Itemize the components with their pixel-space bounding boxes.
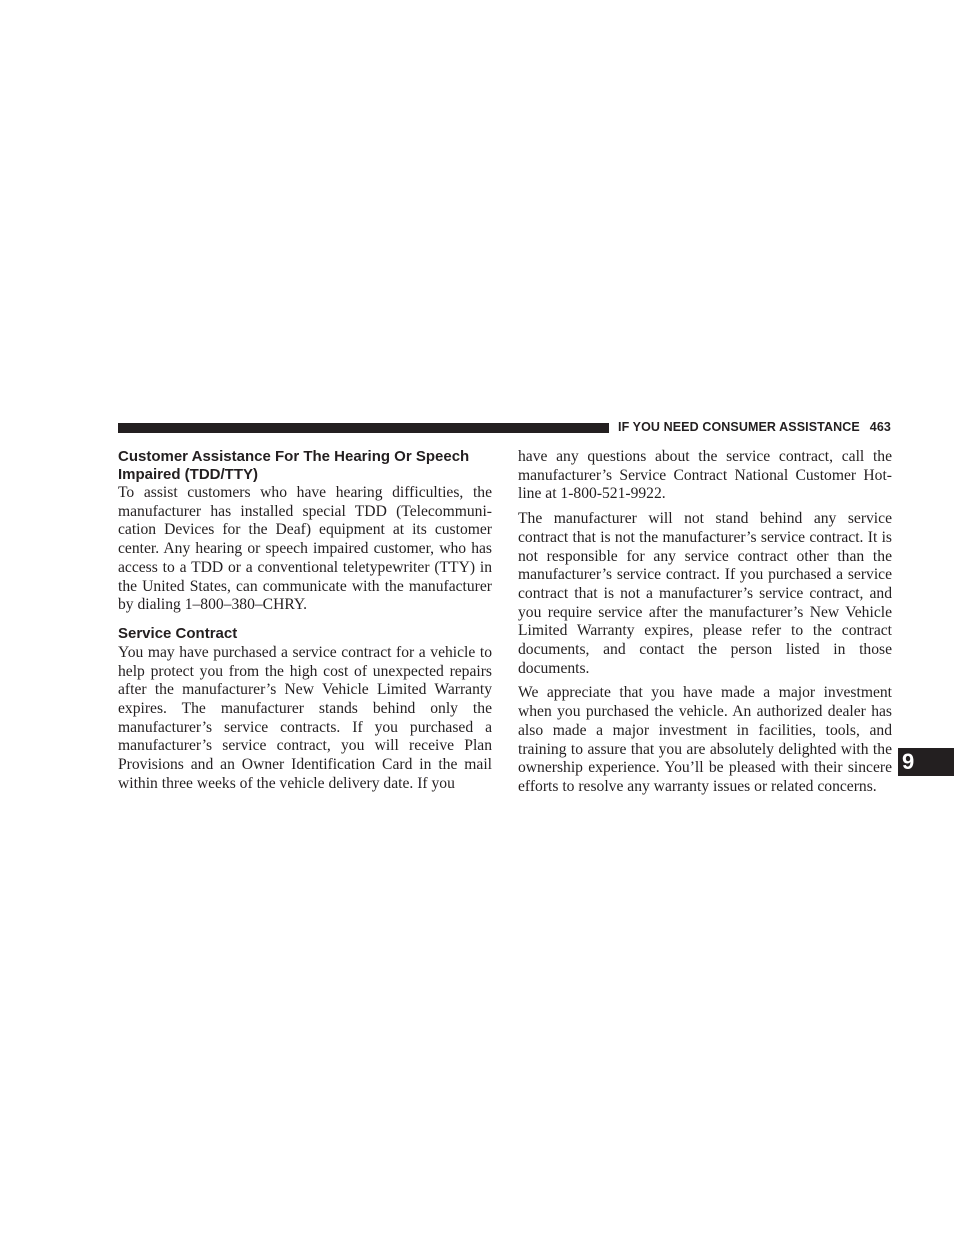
running-header bbox=[618, 420, 891, 434]
heading-service-contract: Service Contract bbox=[118, 624, 238, 642]
paragraph-non-manufacturer-contract: The manufacturer will not stand behind any service contract that is not the manufacturer’s service contract. It is not responsible for any service contract other than the manufacturer’s service contract. If you purchased a service contract that is not a manufacturer’s service contract, and you require service after the manufacturer’s New Vehicle Limited Warranty expires, please refer to the contract documents, and contact the person listed in those documents. bbox=[518, 510, 892, 677]
page-number: 463 bbox=[869, 420, 891, 434]
paragraph-service-contract-continued: have any questions about the service contract, call the manufacturer’s Service Contract National Customer Hotline at 1-800-521-9922. bbox=[518, 448, 892, 503]
paragraph-service-contract: You may have purchased a service contract for a vehicle to help protect you from the high cost of unexpected repairs after the manufacturer’s New Vehicle Limited Warranty expires. The manufacturer stands behind only the manufacturer’s service contracts. If you purchased a manufacturer’s service contract, you will receive Plan Provisions and an Owner Identification Card in the mail within three weeks of the vehicle delivery date. If you bbox=[118, 643, 492, 792]
chapter-tab: 9 bbox=[898, 748, 954, 776]
right-column bbox=[518, 448, 892, 797]
section-title: IF YOU NEED CONSUMER ASSISTANCE bbox=[618, 420, 860, 434]
paragraph-tdd-tty: To assist customers who have hearing difficulties, the manufacturer has installed special TDD (Telecommunication Devices for the Deaf) equipment at its customer center. Any hearing or speech impaired customer, who has access to a TDD or a conventional teletypewriter (TTY) in the United States, can communicate with the manufacturer by dialing 1–800–380–CHRY. bbox=[118, 484, 492, 614]
header-rule bbox=[118, 423, 609, 433]
heading-tdd-tty: Customer Assistance For The Hearing Or Speech Impaired (TDD/TTY) bbox=[118, 448, 470, 483]
left-column bbox=[118, 448, 492, 794]
paragraph-dealer-investment: We appreciate that you have made a major investment when you purchased the vehicle. An authorized dealer has also made a major investment in facilities, tools, and training to assure that you are absolutely delighted with the ownership experience. You’ll be pleased with their sincere efforts to resolve any warranty issues or related concerns. bbox=[518, 684, 892, 795]
